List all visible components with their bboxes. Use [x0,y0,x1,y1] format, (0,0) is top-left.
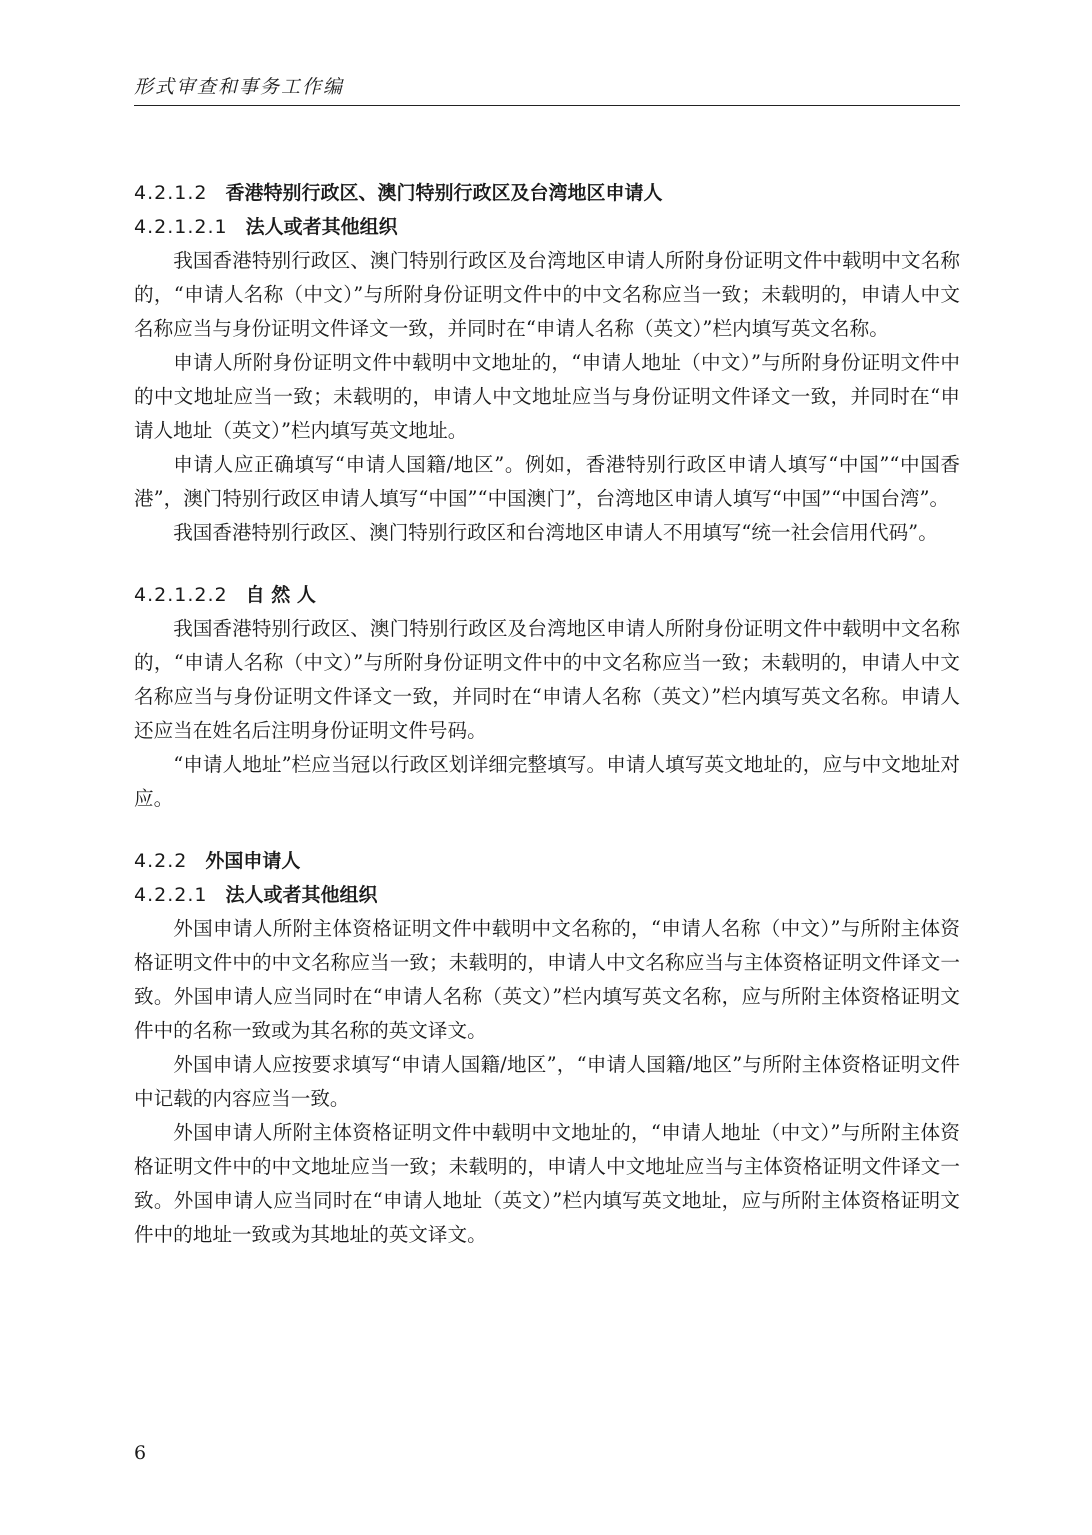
section-title: 外国申请人 [205,850,301,872]
section-heading [134,578,960,612]
section-heading [134,210,960,244]
section-heading [134,176,960,210]
section-number: 4.2.1.2.1 [134,216,228,238]
body-paragraph: 我国香港特别行政区、澳门特别行政区及台湾地区申请人所附身份证明文件中载明中文名称的，“申请人名称（中文）”与所附身份证明文件中的中文名称应当一致；未载明的，申请人中文名称应当与身份证明文件译文一致，并同时在“申请人名称（英文）”栏内填写英文名称。申请人还应当在姓名后注明身份证明文件号码。 [134,617,960,742]
body-paragraph: 外国申请人所附主体资格证明文件中载明中文地址的，“申请人地址（中文）”与所附主体资格证明文件中的中文地址应当一致；未载明的，申请人中文地址应当与主体资格证明文件译文一致。外国申请人应当同时在“申请人地址（英文）”栏内填写英文地址，应与所附主体资格证明文件中的地址一致或为其地址的英文译文。 [134,1121,960,1246]
body-text [134,176,960,1252]
section-title: 法人或者其他组织 [225,884,378,906]
page-number: 6 [134,1442,147,1464]
section-title: 香港特别行政区、澳门特别行政区及台湾地区申请人 [225,182,663,204]
running-head: 形式审查和事务工作编 [134,76,345,98]
body-paragraph: 申请人所附身份证明文件中载明中文地址的，“申请人地址（中文）”与所附身份证明文件中的中文地址应当一致；未载明的，申请人中文地址应当与身份证明文件译文一致，并同时在“申请人地址（英文）”栏内填写英文地址。 [134,351,960,442]
body-paragraph: 外国申请人所附主体资格证明文件中载明中文名称的，“申请人名称（中文）”与所附主体资格证明文件中的中文名称应当一致；未载明的，申请人中文名称应当与主体资格证明文件译文一致。外国申请人应当同时在“申请人名称（英文）”栏内填写英文名称，应与所附主体资格证明文件中的名称一致或为其名称的英文译文。 [134,917,960,1042]
section-number: 4.2.1.2.2 [134,584,228,606]
section-heading [134,878,960,912]
section-number: 4.2.1.2 [134,182,208,204]
section-title: 法人或者其他组织 [245,216,398,238]
body-paragraph: 我国香港特别行政区、澳门特别行政区和台湾地区申请人不用填写“统一社会信用代码”。 [173,521,938,544]
body-paragraph: 我国香港特别行政区、澳门特别行政区及台湾地区申请人所附身份证明文件中载明中文名称的，“申请人名称（中文）”与所附身份证明文件中的中文名称应当一致；未载明的，申请人中文名称应当与身份证明文件译文一致，并同时在“申请人名称（英文）”栏内填写英文名称。 [134,249,960,340]
section-number: 4.2.2 [134,850,188,872]
body-paragraph: “申请人地址”栏应当冠以行政区划详细完整填写。申请人填写英文地址的，应与中文地址对应。 [134,753,960,810]
section-heading [134,844,960,878]
section-number: 4.2.2.1 [134,884,208,906]
header-rule [134,105,960,106]
section-title: 自 然 人 [245,584,316,606]
body-paragraph: 申请人应正确填写“申请人国籍/地区”。例如，香港特别行政区申请人填写“中国”“中国香港”，澳门特别行政区申请人填写“中国”“中国澳门”，台湾地区申请人填写“中国”“中国台湾”。 [134,453,960,510]
body-paragraph: 外国申请人应按要求填写“申请人国籍/地区”，“申请人国籍/地区”与所附主体资格证明文件中记载的内容应当一致。 [134,1053,960,1110]
